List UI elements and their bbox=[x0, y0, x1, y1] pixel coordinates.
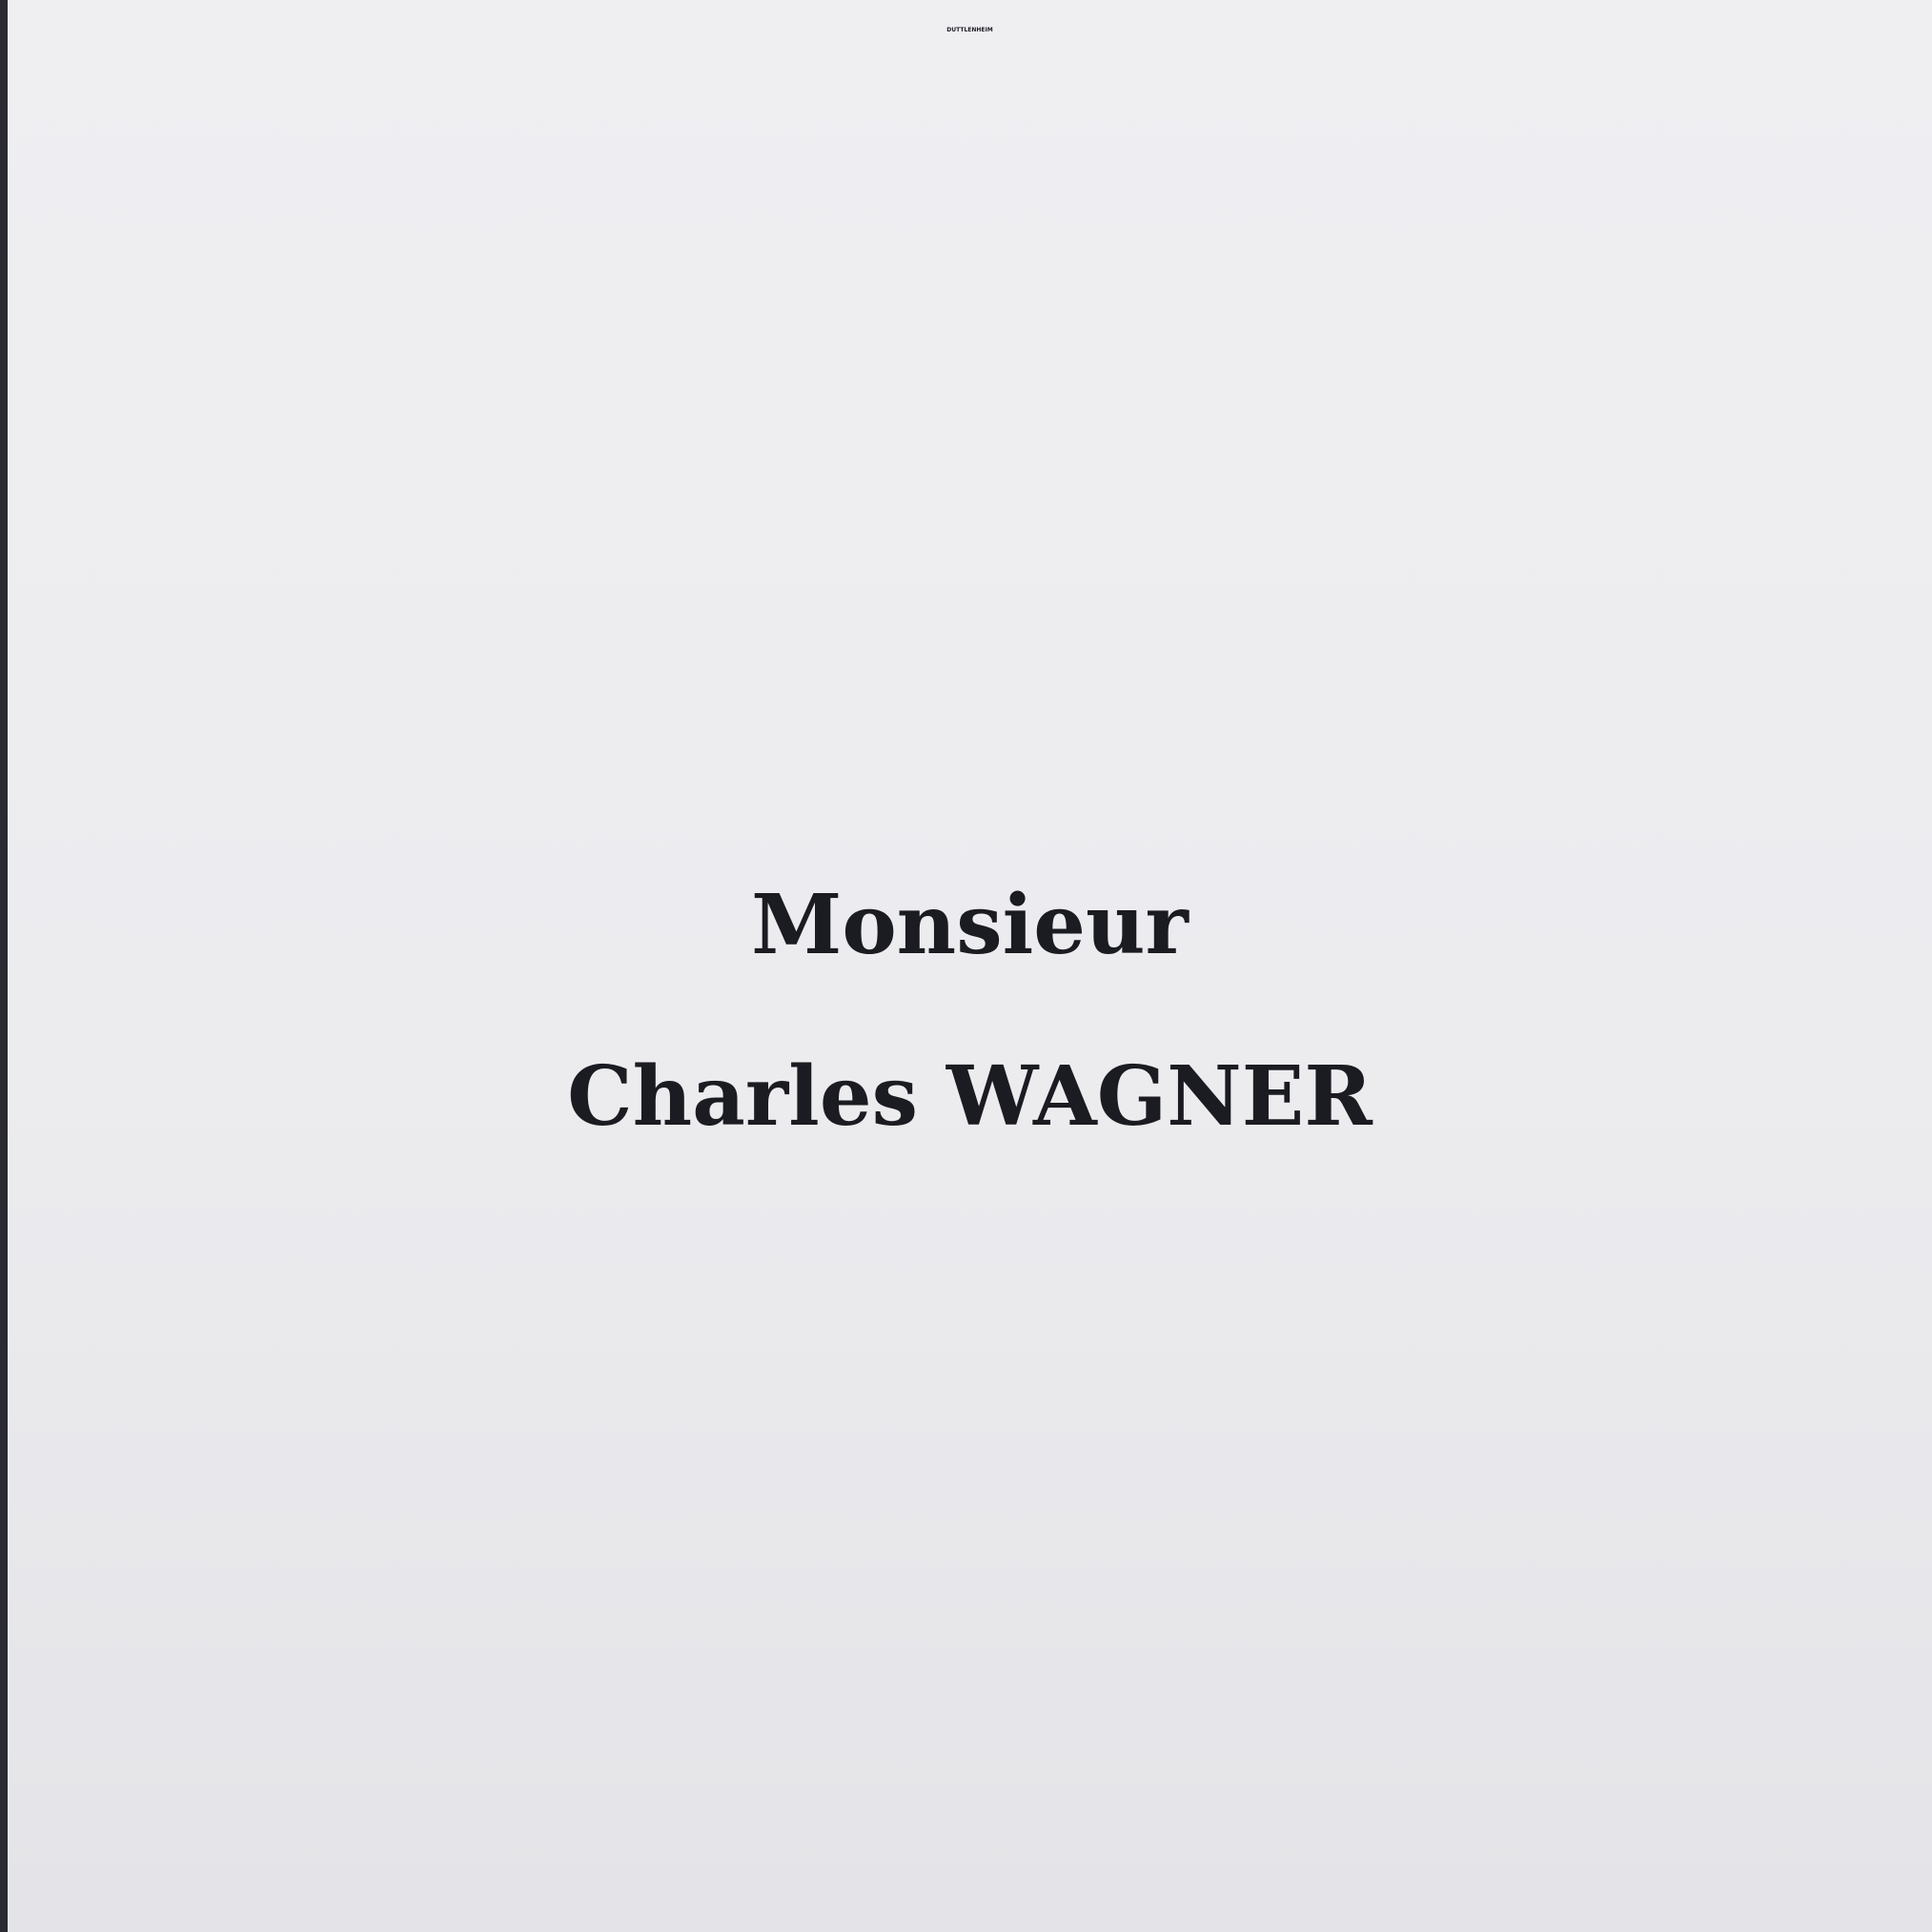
family-grandchildren bbox=[8, 387, 1932, 450]
verse-line-2 bbox=[8, 158, 1932, 219]
passing-date bbox=[8, 1264, 1932, 1327]
deceased-title: Monsieur bbox=[751, 877, 1189, 973]
obituary-notice bbox=[8, 0, 1932, 1932]
gratitude-line-1 bbox=[8, 1670, 1932, 1733]
wish-cremation bbox=[8, 1493, 1932, 1556]
wish-no-plaque bbox=[8, 1569, 1932, 1632]
family-son bbox=[8, 311, 1932, 374]
town-heading: DUTTLENHEIM bbox=[946, 27, 993, 33]
announcement-line bbox=[8, 692, 1932, 755]
family-others-1 bbox=[8, 539, 1932, 602]
family-others-2 bbox=[8, 616, 1932, 679]
ceremony-line-2 bbox=[8, 1416, 1932, 1479]
family-brother-in-law bbox=[8, 463, 1932, 526]
page-edge bbox=[0, 0, 8, 1932]
gratitude-line-2 bbox=[8, 1746, 1932, 1809]
verse-line-1 bbox=[8, 86, 1932, 147]
gratitude-line-3 bbox=[8, 1822, 1932, 1885]
ceremony-line-1 bbox=[8, 1340, 1932, 1403]
deceased-name: Charles WAGNER bbox=[567, 1048, 1373, 1145]
family-spouse bbox=[8, 234, 1932, 297]
